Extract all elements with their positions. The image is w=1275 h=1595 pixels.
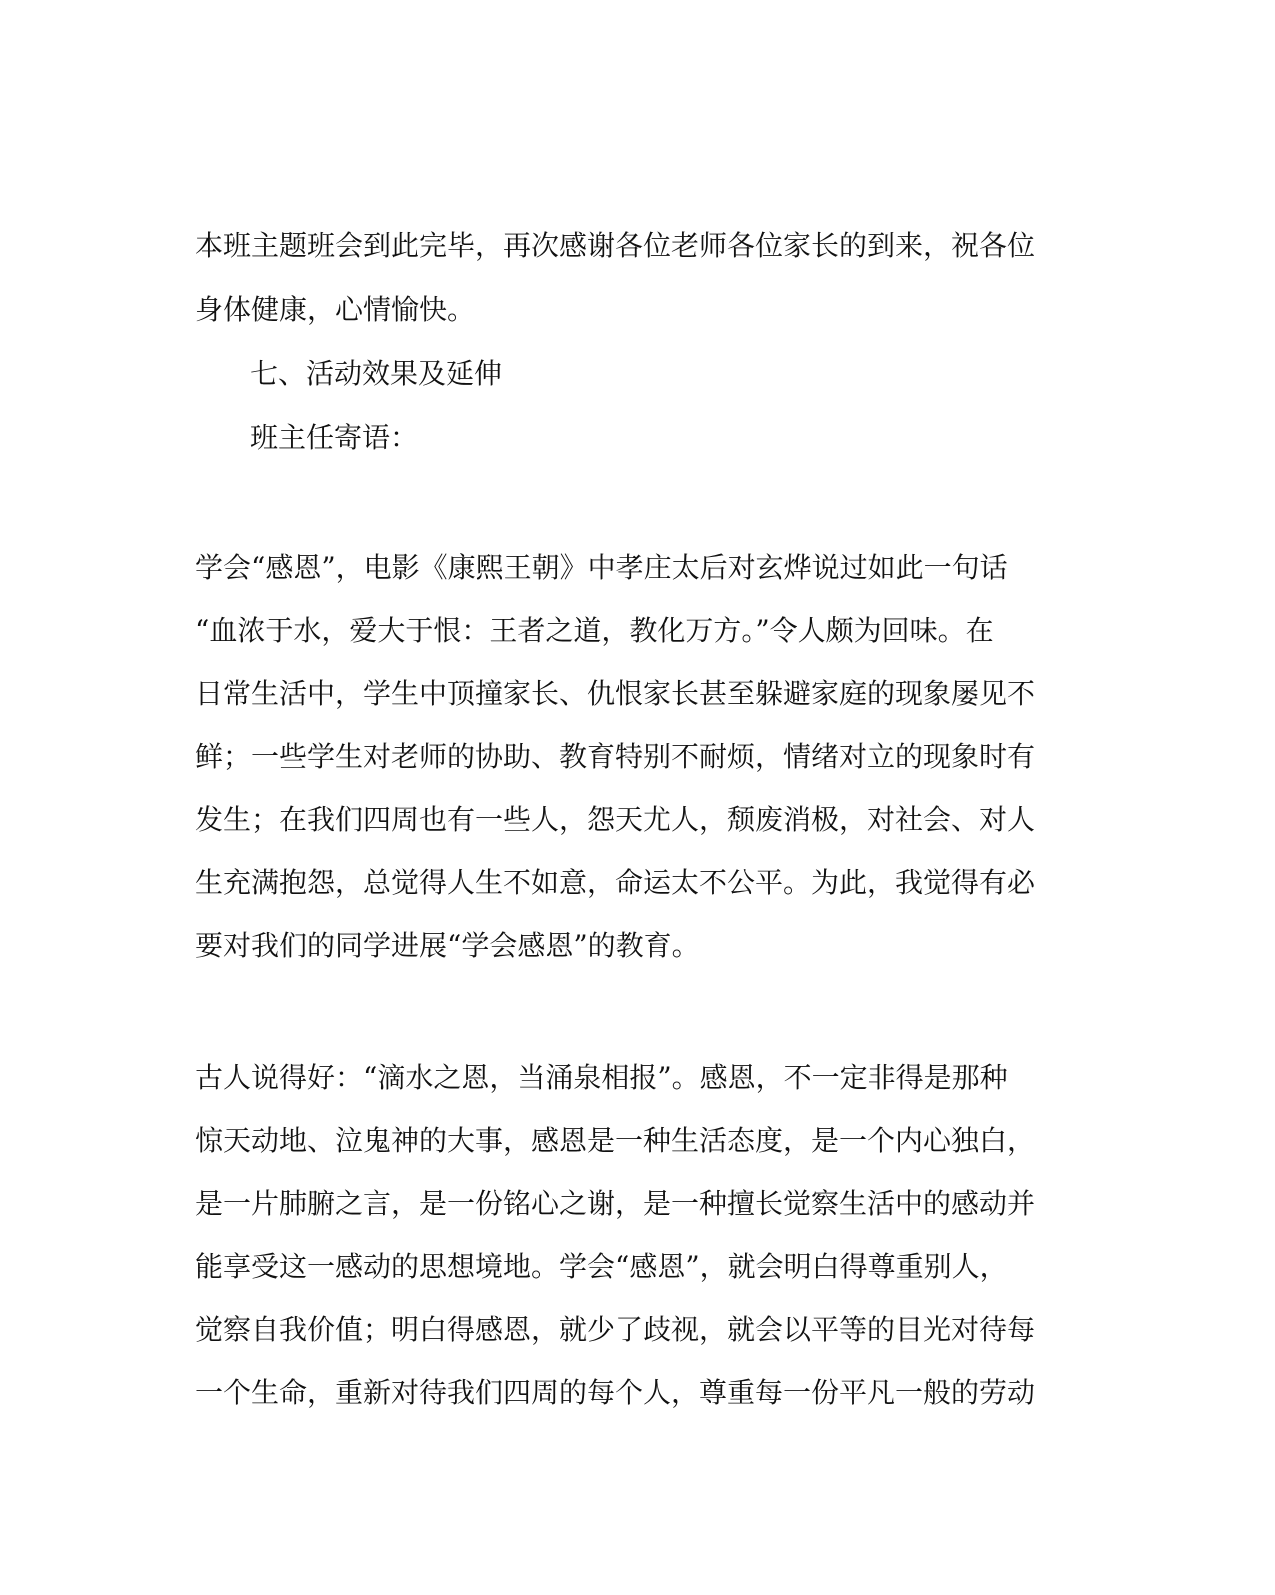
section-heading: 七、活动效果及延伸 xyxy=(250,357,503,390)
text-line: 学会“感恩”，电影《康熙王朝》中孝庄太后对玄烨说过如此一句话 xyxy=(195,551,1008,584)
subheading: 班主任寄语： xyxy=(250,421,419,454)
text-line: 要对我们的同学进展“学会感恩”的教育。 xyxy=(195,929,700,962)
text-line: 发生；在我们四周也有一些人，怨天尤人，颓废消极，对社会、对人 xyxy=(195,803,1036,836)
text-line: 古人说得好：“滴水之恩，当涌泉相报”。感恩，不一定非得是那种 xyxy=(195,1061,1008,1094)
text-line: “血浓于水，爱大于恨：王者之道，教化万方。”令人颇为回味。在 xyxy=(195,614,994,647)
text-line: 鲜；一些学生对老师的协助、教育特别不耐烦，情绪对立的现象时有 xyxy=(195,740,1036,773)
text-line: 一个生命，重新对待我们四周的每个人，尊重每一份平凡一般的劳动 xyxy=(195,1376,1036,1409)
text-line: 本班主题班会到此完毕，再次感谢各位老师各位家长的到来，祝各位 xyxy=(195,229,1036,262)
text-line: 惊天动地、泣鬼神的大事，感恩是一种生活态度，是一个内心独白， xyxy=(195,1124,1036,1157)
text-line: 生充满抱怨，总觉得人生不如意，命运太不公平。为此，我觉得有必 xyxy=(195,866,1036,899)
text-line: 是一片肺腑之言，是一份铭心之谢，是一种擅长觉察生活中的感动并 xyxy=(195,1187,1036,1220)
text-line: 觉察自我价值；明白得感恩，就少了歧视，就会以平等的目光对待每 xyxy=(195,1313,1036,1346)
text-line: 身体健康，心情愉快。 xyxy=(195,293,476,326)
text-line: 日常生活中，学生中顶撞家长、仇恨家长甚至躲避家庭的现象屡见不 xyxy=(195,677,1036,710)
text-line: 能享受这一感动的思想境地。学会“感恩”，就会明白得尊重别人， xyxy=(195,1250,1008,1283)
